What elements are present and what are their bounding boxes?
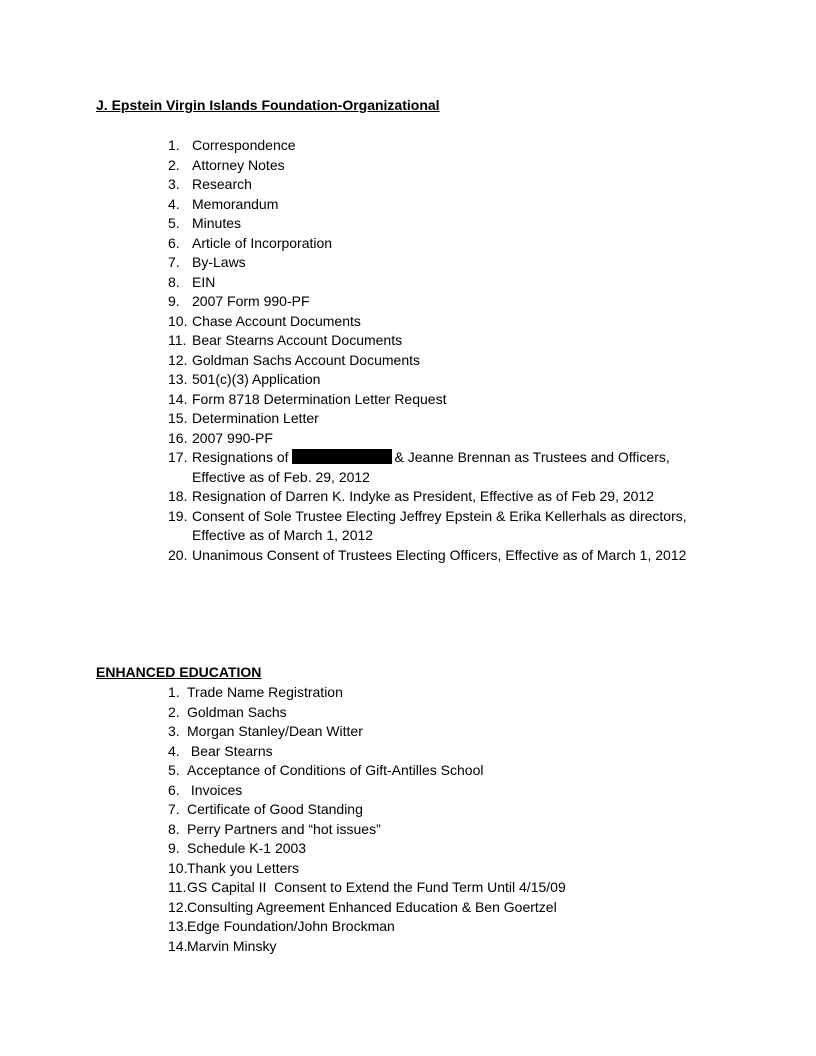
list-text: Attorney Notes bbox=[192, 156, 285, 173]
list-number: 14. bbox=[168, 937, 188, 954]
list-number: 1. bbox=[168, 137, 180, 153]
list-text: Resignation of Darren K. Indyke as President, Effective as of Feb 29, 2012 bbox=[192, 488, 655, 504]
list-item bbox=[168, 800, 768, 820]
list-item bbox=[168, 820, 768, 840]
list-item bbox=[168, 312, 768, 332]
list-number: 6. bbox=[168, 234, 180, 251]
list-text: Thank you Letters bbox=[187, 859, 300, 876]
list-text-continuation: Effective as of March 1, 2012 bbox=[192, 527, 374, 543]
list-number: 19. bbox=[168, 507, 188, 524]
list-number: 5. bbox=[168, 215, 180, 231]
list-item bbox=[168, 331, 768, 351]
list-number: 18. bbox=[168, 488, 188, 504]
list-text: Chase Account Documents bbox=[192, 312, 361, 329]
list-item bbox=[168, 878, 768, 898]
list-item bbox=[168, 409, 768, 429]
list-item bbox=[168, 351, 768, 371]
list-number: 6. bbox=[168, 781, 180, 798]
list-item bbox=[168, 214, 768, 234]
list-text: Resignations of bbox=[192, 449, 289, 465]
list-item bbox=[168, 195, 768, 215]
list-item bbox=[168, 683, 768, 703]
list-text: Schedule K-1 2003 bbox=[187, 840, 307, 856]
list-number: 2. bbox=[168, 703, 180, 720]
section-heading-enhanced-education: ENHANCED EDUCATION bbox=[96, 664, 262, 680]
list-text: 2007 Form 990-PF bbox=[192, 293, 310, 309]
list-text: Bear Stearns Account Documents bbox=[192, 332, 403, 348]
redaction-box bbox=[292, 449, 392, 464]
list-text: Article of Incorporation bbox=[192, 234, 333, 251]
list-text: Research bbox=[192, 176, 252, 192]
list-number: 8. bbox=[168, 820, 180, 837]
list-item bbox=[168, 234, 768, 254]
list-item-redacted bbox=[168, 448, 768, 487]
list-text: Goldman Sachs bbox=[187, 703, 287, 720]
list-number: 10. bbox=[168, 859, 188, 876]
list-text: Form 8718 Determination Letter Request bbox=[192, 390, 447, 407]
list-item bbox=[168, 390, 768, 410]
list-number: 9. bbox=[168, 293, 180, 309]
foundation-document-list bbox=[168, 136, 768, 565]
section-heading-foundation: J. Epstein Virgin Islands Foundation-Organizational bbox=[96, 97, 440, 113]
list-item bbox=[168, 253, 768, 273]
list-text: Memorandum bbox=[192, 195, 279, 212]
list-text: Acceptance of Conditions of Gift-Antilles School bbox=[187, 762, 484, 778]
list-item bbox=[168, 859, 768, 879]
list-item bbox=[168, 429, 768, 449]
list-number: 3. bbox=[168, 176, 180, 192]
list-item bbox=[168, 917, 768, 937]
list-item bbox=[168, 839, 768, 859]
list-text-continuation: Effective as of Feb. 29, 2012 bbox=[192, 468, 370, 485]
list-number: 9. bbox=[168, 840, 180, 856]
list-item bbox=[168, 487, 768, 507]
list-number: 11. bbox=[168, 879, 187, 895]
list-item bbox=[168, 507, 768, 546]
list-item bbox=[168, 156, 768, 176]
list-text: Determination Letter bbox=[192, 410, 319, 426]
list-item bbox=[168, 781, 768, 801]
list-text: Perry Partners and “hot issues” bbox=[187, 820, 381, 837]
list-text: Edge Foundation/John Brockman bbox=[187, 918, 395, 934]
list-text: Minutes bbox=[192, 215, 242, 231]
list-number: 11. bbox=[168, 332, 187, 348]
list-text: Consulting Agreement Enhanced Education & Ben Goertzel bbox=[187, 898, 557, 915]
list-text: Consent of Sole Trustee Electing Jeffrey Epstein & Erika Kellerhals as directors, bbox=[192, 507, 687, 524]
list-number: 3. bbox=[168, 723, 180, 739]
list-number: 20. bbox=[168, 546, 188, 563]
list-number: 2. bbox=[168, 156, 180, 173]
list-number: 7. bbox=[168, 254, 180, 270]
list-item bbox=[168, 761, 768, 781]
list-number: 12. bbox=[168, 898, 188, 915]
list-item bbox=[168, 370, 768, 390]
list-number: 17. bbox=[168, 449, 188, 465]
list-text: Trade Name Registration bbox=[187, 684, 343, 700]
list-number: 14. bbox=[168, 390, 188, 407]
list-number: 13. bbox=[168, 918, 188, 934]
list-item bbox=[168, 703, 768, 723]
list-text: By-Laws bbox=[192, 254, 246, 270]
list-text: EIN bbox=[192, 273, 216, 290]
list-item bbox=[168, 722, 768, 742]
enhanced-education-list bbox=[168, 683, 768, 956]
list-text: Unanimous Consent of Trustees Electing Officers, Effective as of March 1, 2012 bbox=[192, 546, 687, 563]
list-number: 13. bbox=[168, 371, 188, 387]
list-text: Bear Stearns bbox=[187, 742, 273, 759]
list-text: Marvin Minsky bbox=[187, 937, 277, 954]
list-item bbox=[168, 292, 768, 312]
list-item bbox=[168, 273, 768, 293]
list-number: 16. bbox=[168, 429, 188, 446]
list-number: 1. bbox=[168, 684, 180, 700]
list-text: & Jeanne Brennan as Trustees and Officers, bbox=[394, 449, 670, 465]
list-number: 12. bbox=[168, 351, 188, 368]
list-text: Correspondence bbox=[192, 137, 296, 153]
list-number: 4. bbox=[168, 742, 180, 759]
list-item bbox=[168, 546, 768, 566]
list-number: 7. bbox=[168, 801, 180, 817]
list-number: 8. bbox=[168, 273, 180, 290]
list-item bbox=[168, 175, 768, 195]
list-item bbox=[168, 898, 768, 918]
list-number: 10. bbox=[168, 312, 188, 329]
list-text: GS Capital II Consent to Extend the Fund Term Until 4/15/09 bbox=[187, 879, 566, 895]
list-text: Invoices bbox=[187, 781, 243, 798]
list-item bbox=[168, 937, 768, 957]
list-number: 5. bbox=[168, 762, 180, 778]
list-text: 2007 990-PF bbox=[192, 429, 273, 446]
list-text: Certificate of Good Standing bbox=[187, 801, 363, 817]
list-text: Morgan Stanley/Dean Witter bbox=[187, 723, 363, 739]
list-item bbox=[168, 136, 768, 156]
list-text: Goldman Sachs Account Documents bbox=[192, 351, 421, 368]
list-item bbox=[168, 742, 768, 762]
list-number: 15. bbox=[168, 410, 188, 426]
list-text: 501(c)(3) Application bbox=[192, 371, 321, 387]
list-number: 4. bbox=[168, 195, 180, 212]
